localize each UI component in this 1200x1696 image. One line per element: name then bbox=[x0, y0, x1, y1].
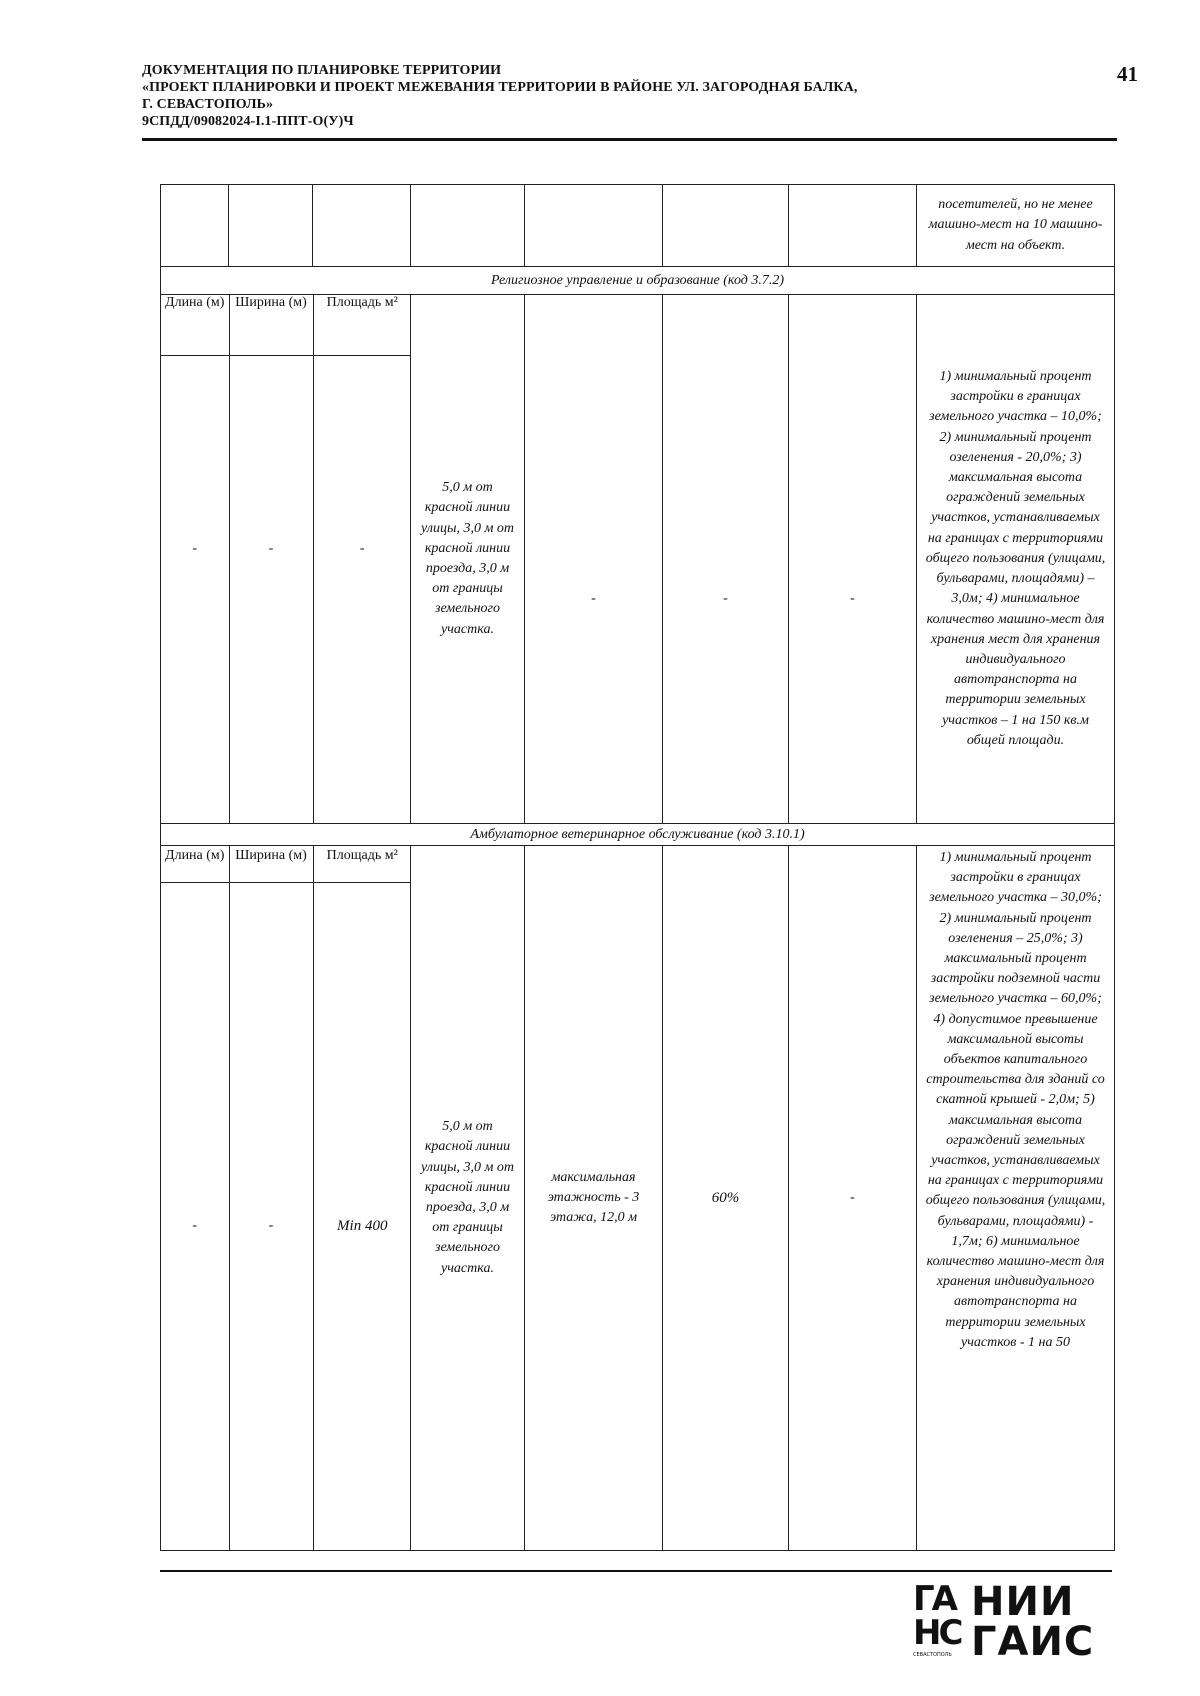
logo-mark-top: ГА bbox=[913, 1579, 955, 1619]
logo-text-line2: ГАИС bbox=[971, 1619, 1095, 1665]
table-cell bbox=[789, 185, 917, 267]
section-row-religious bbox=[161, 295, 1115, 824]
header-line-3: Г. СЕВАСТОПОЛЬ» bbox=[142, 97, 274, 112]
width-value: - bbox=[229, 882, 313, 1550]
plot-dimensions-cell bbox=[161, 295, 411, 824]
header-line-4: 9СПДД/09082024-I.1-ППТ-О(У)Ч bbox=[142, 114, 354, 129]
regulations-table bbox=[160, 184, 1115, 1551]
logo-mark bbox=[913, 1579, 968, 1662]
logo-mark-bottom: НС bbox=[913, 1613, 961, 1653]
table-cell bbox=[411, 185, 525, 267]
area-header: Площадь м² bbox=[313, 295, 411, 355]
section-title-veterinary: Амбулаторное ветеринарное обслуживание (код 3.10.1) bbox=[161, 824, 1115, 846]
table-row bbox=[161, 185, 1115, 267]
coverage-cell: - bbox=[663, 295, 789, 824]
floors-cell: максимальная этажность - 3 этажа, 12,0 м bbox=[525, 846, 663, 1551]
section-title-row bbox=[161, 267, 1115, 295]
table-cell bbox=[663, 185, 789, 267]
page-number: 41 bbox=[1117, 62, 1138, 86]
section-title-row bbox=[161, 824, 1115, 846]
table-cell bbox=[313, 185, 411, 267]
width-header: Ширина (м) bbox=[229, 295, 313, 355]
logo-text bbox=[971, 1579, 1095, 1665]
document-header bbox=[142, 62, 1112, 130]
width-header: Ширина (м) bbox=[229, 846, 313, 882]
header-divider bbox=[142, 138, 1117, 141]
column7-cell: - bbox=[789, 846, 917, 1551]
column7-cell: - bbox=[789, 295, 917, 824]
floors-cell: - bbox=[525, 295, 663, 824]
length-header: Длина (м) bbox=[161, 846, 229, 882]
length-header: Длина (м) bbox=[161, 295, 229, 355]
width-value: - bbox=[229, 355, 313, 823]
length-value: - bbox=[161, 882, 229, 1550]
header-line-2: «ПРОЕКТ ПЛАНИРОВКИ И ПРОЕКТ МЕЖЕВАНИЯ ТЕРРИТОРИИ В РАЙОНЕ УЛ. ЗАГОРОДНАЯ БАЛКА, bbox=[142, 80, 858, 95]
footer-divider bbox=[160, 1570, 1112, 1572]
plot-dimensions-cell bbox=[161, 846, 411, 1551]
table-cell bbox=[161, 185, 229, 267]
notes-cell: 1) минимальный процент застройки в границах земельного участка – 10,0%; 2) минимальный процент озеленения - 20,0%; 3) максимальная высота ограждений земельных участков, устанавливаемых на границах с территориями общего пользования (улицами, бульварами, площадями) – 3,0м; 4) минимальное количество машино-мест для хранения мест для хранения индивидуального автотранспорта на территории земельных участков – 1 на 150 кв.м общей площади. bbox=[917, 295, 1115, 824]
section-title-religious: Религиозное управление и образование (код 3.7.2) bbox=[161, 267, 1115, 295]
area-header: Площадь м² bbox=[313, 846, 411, 882]
section-row-veterinary bbox=[161, 846, 1115, 1551]
area-value: - bbox=[313, 355, 411, 823]
table-cell bbox=[525, 185, 663, 267]
setbacks-cell: 5,0 м от красной линии улицы, 3,0 м от красной линии проезда, 3,0 м от границы земельного участка. bbox=[411, 846, 525, 1551]
length-value: - bbox=[161, 355, 229, 823]
notes-cell: 1) минимальный процент застройки в границах земельного участка – 30,0%; 2) минимальный процент озеленения – 25,0%; 3) максимальный процент застройки подземной части земельного участка – 60,0%; 4) допустимое превышение максимальной высоты объектов капитального строительства для зданий со скатной крышей - 2,0м; 5) максимальная высота ограждений земельных участков, устанавливаемых на границах с территориями общего пользования (улицами, бульварами, площадями) - 1,7м; 6) минимальное количество машино-мест для хранения индивидуального автотранспорта на территории земельных участков - 1 на 50 bbox=[917, 846, 1115, 1551]
coverage-cell: 60% bbox=[663, 846, 789, 1551]
continuation-notes-cell: посетителей, но не менее машино-мест на 10 машино-мест на объект. bbox=[917, 185, 1115, 267]
area-value: Min 400 bbox=[313, 882, 411, 1550]
table-cell bbox=[229, 185, 313, 267]
header-line-1: ДОКУМЕНТАЦИЯ ПО ПЛАНИРОВКЕ ТЕРРИТОРИИ bbox=[142, 63, 502, 78]
setbacks-cell: 5,0 м от красной линии улицы, 3,0 м от красной линии проезда, 3,0 м от границы земельного участка. bbox=[411, 295, 525, 824]
company-logo bbox=[913, 1579, 1103, 1665]
logo-caption: СЕВАСТОПОЛЬ bbox=[913, 1652, 952, 1658]
logo-text-line1: НИИ bbox=[971, 1579, 1075, 1625]
